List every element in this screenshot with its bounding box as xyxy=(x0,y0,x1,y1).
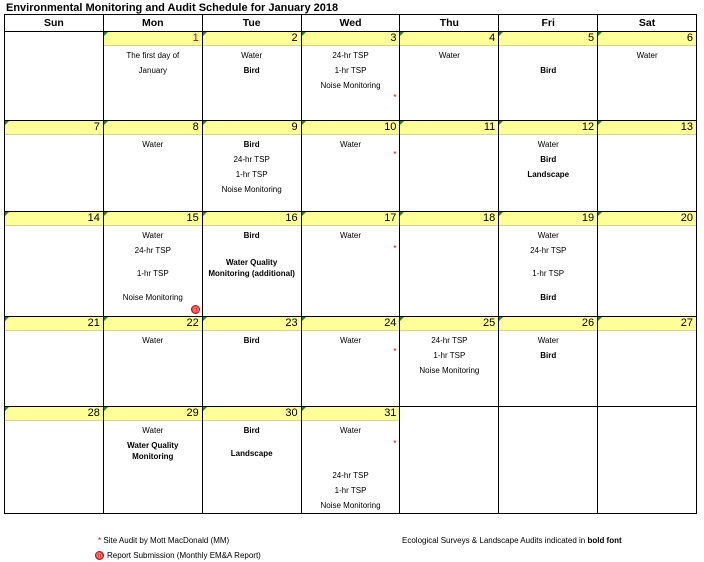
activity-water: Water xyxy=(339,231,362,240)
site-audit-marker: * xyxy=(393,93,397,102)
activity-water: Water xyxy=(339,140,362,149)
day-cell-5 xyxy=(499,32,598,121)
legend-site-audit-label: Site Audit by Mott MacDonald (MM) xyxy=(103,536,230,545)
day-number: 1 xyxy=(192,32,199,44)
day-cell-30 xyxy=(202,407,301,514)
day-number: 13 xyxy=(680,121,694,133)
activity-water-quality: Water Quality xyxy=(127,441,179,450)
day-number: 4 xyxy=(489,32,496,44)
activity-water-quality-2: Monitoring xyxy=(132,452,174,461)
empty-day-cell xyxy=(499,407,598,514)
legend-note-text: Ecological Surveys & Landscape Audits indicated in xyxy=(402,536,588,545)
activity-bird: Bird xyxy=(243,426,260,435)
activity-bird: Bird xyxy=(540,66,557,75)
activity-1hr-tsp: 1-hr TSP xyxy=(334,66,367,75)
empty-day-cell xyxy=(598,407,697,514)
weekday-wed: Wed xyxy=(301,15,400,32)
week-row-2 xyxy=(5,121,697,212)
activity-noise: Noise Monitoring xyxy=(419,366,480,375)
weekday-fri: Fri xyxy=(499,15,598,32)
day-number: 17 xyxy=(384,212,397,224)
activity-water-quality: Water Quality xyxy=(226,258,278,267)
week-row-1 xyxy=(5,32,697,121)
day-cell-27 xyxy=(598,317,697,407)
day-number: 15 xyxy=(186,212,199,224)
legend-site-audit xyxy=(98,536,229,545)
empty-day-cell xyxy=(5,32,104,121)
activity-water: Water xyxy=(339,426,362,435)
day-cell-29 xyxy=(103,407,202,514)
day-number: 29 xyxy=(186,407,199,419)
activity-24hr-tsp: 24-hr TSP xyxy=(332,51,369,60)
day-cell-31 xyxy=(301,407,400,514)
activity-water-quality-2: Monitoring (additional) xyxy=(208,269,295,278)
day-cell-28 xyxy=(5,407,104,514)
day-number: 12 xyxy=(581,121,595,133)
activity-noise: Noise Monitoring xyxy=(221,185,282,194)
day-number: 21 xyxy=(87,317,100,329)
activity-landscape: Landscape xyxy=(527,170,570,179)
weekday-mon: Mon xyxy=(103,15,202,32)
day-cell-19 xyxy=(499,212,598,317)
empty-day-cell xyxy=(400,407,499,514)
day-number: 16 xyxy=(285,212,298,224)
day-number: 14 xyxy=(87,212,100,224)
day-number: 19 xyxy=(581,212,595,224)
activity-bird: Bird xyxy=(243,66,260,75)
activity-24hr-tsp: 24-hr TSP xyxy=(530,246,567,255)
activity-water: Water xyxy=(537,140,559,149)
day-cell-23 xyxy=(202,317,301,407)
day-number: 20 xyxy=(680,212,694,224)
day-number: 8 xyxy=(192,121,199,133)
day-cell-3 xyxy=(301,32,400,121)
week-row-4 xyxy=(5,317,697,407)
activity-1hr-tsp: 1-hr TSP xyxy=(235,170,268,179)
day-cell-11 xyxy=(400,121,499,212)
day-number: 22 xyxy=(186,317,199,329)
day-cell-25 xyxy=(400,317,499,407)
day-number: 23 xyxy=(285,317,298,329)
activity-24hr-tsp: 24-hr TSP xyxy=(134,246,171,255)
legend-report-submission xyxy=(95,551,261,560)
day-cell-20 xyxy=(598,212,697,317)
day-cell-26 xyxy=(499,317,598,407)
activity-24hr-tsp: 24-hr TSP xyxy=(431,336,468,345)
activity-noise: Noise Monitoring xyxy=(320,501,381,510)
activity-24hr-tsp: 24-hr TSP xyxy=(233,155,270,164)
day-number: 18 xyxy=(483,212,496,224)
day-cell-18 xyxy=(400,212,499,317)
site-audit-marker: * xyxy=(393,439,397,448)
day-number: 6 xyxy=(686,32,694,44)
day-number: 25 xyxy=(483,317,496,329)
activity-water: Water xyxy=(142,336,164,345)
page-title: Environmental Monitoring and Audit Schedule for January 2018 xyxy=(6,2,339,14)
day-number: 2 xyxy=(291,32,298,44)
weekday-tue: Tue xyxy=(202,15,301,32)
weekday-sat: Sat xyxy=(598,15,697,32)
activity-water: Water xyxy=(438,51,460,60)
site-audit-marker: * xyxy=(393,150,397,159)
legend-report-icon: @ xyxy=(96,553,104,561)
site-audit-marker: * xyxy=(393,347,397,356)
day-cell-1 xyxy=(103,32,202,121)
day-number: 24 xyxy=(384,317,397,329)
week-row-5 xyxy=(5,407,697,514)
activity-1hr-tsp: 1-hr TSP xyxy=(532,269,565,278)
day-number: 28 xyxy=(87,407,100,419)
day-number: 3 xyxy=(390,32,397,44)
activity-1hr-tsp: 1-hr TSP xyxy=(136,269,169,278)
activity-water: Water xyxy=(537,336,559,345)
activity-water: Water xyxy=(339,336,362,345)
activity-bird: Bird xyxy=(243,231,260,240)
activity-24hr-tsp: 24-hr TSP xyxy=(332,471,369,480)
activity-water: Water xyxy=(142,140,164,149)
activity-water: Water xyxy=(636,51,658,60)
day-cell-21 xyxy=(5,317,104,407)
activity-water: Water xyxy=(142,426,164,435)
day-cell-24 xyxy=(301,317,400,407)
legend-report-label: Report Submission (Monthly EM&A Report) xyxy=(107,551,261,560)
day-cell-6 xyxy=(598,32,697,121)
weekday-header-row xyxy=(5,15,697,32)
site-audit-marker: * xyxy=(393,244,397,253)
activity-bird: Bird xyxy=(540,155,557,164)
activity-1hr-tsp: 1-hr TSP xyxy=(433,351,466,360)
day-cell-15 xyxy=(103,212,202,317)
activity-noise: Noise Monitoring xyxy=(122,293,183,302)
weekday-sun: Sun xyxy=(5,15,104,32)
calendar-grid xyxy=(4,14,697,514)
activity-bird: Bird xyxy=(540,351,557,360)
activity-water: Water xyxy=(142,231,164,240)
day-cell-14 xyxy=(5,212,104,317)
day-number: 26 xyxy=(581,317,595,329)
day-cell-7 xyxy=(5,121,104,212)
day-number: 30 xyxy=(285,407,298,419)
activity-water: Water xyxy=(241,51,263,60)
day-number: 31 xyxy=(384,407,397,419)
activity-bird: Bird xyxy=(243,336,260,345)
day-cell-9 xyxy=(202,121,301,212)
legend-note-bold: bold font xyxy=(587,536,622,545)
day-cell-17 xyxy=(301,212,400,317)
legend-ecological-note xyxy=(402,536,622,545)
day-number: 5 xyxy=(588,32,595,44)
day-number: 7 xyxy=(93,121,100,133)
note-first-day-2: January xyxy=(138,66,168,75)
weekday-thu: Thu xyxy=(400,15,499,32)
day-cell-2 xyxy=(202,32,301,121)
activity-bird: Bird xyxy=(540,293,557,302)
day-number: 11 xyxy=(483,121,496,133)
day-number: 27 xyxy=(680,317,694,329)
day-cell-16 xyxy=(202,212,301,317)
report-submission-marker: @ xyxy=(191,307,199,314)
note-first-day: The first day of xyxy=(126,51,180,60)
activity-1hr-tsp: 1-hr TSP xyxy=(334,486,367,495)
day-cell-10 xyxy=(301,121,400,212)
day-cell-13 xyxy=(598,121,697,212)
legend-star-icon: * xyxy=(98,536,102,545)
day-number: 9 xyxy=(291,121,298,133)
week-row-3 xyxy=(5,212,697,317)
day-cell-8 xyxy=(103,121,202,212)
activity-landscape: Landscape xyxy=(230,449,273,458)
day-cell-4 xyxy=(400,32,499,121)
day-cell-22 xyxy=(103,317,202,407)
activity-bird: Bird xyxy=(243,140,260,149)
day-cell-12 xyxy=(499,121,598,212)
activity-noise: Noise Monitoring xyxy=(320,81,381,90)
day-number: 10 xyxy=(384,121,397,133)
activity-water: Water xyxy=(537,231,559,240)
